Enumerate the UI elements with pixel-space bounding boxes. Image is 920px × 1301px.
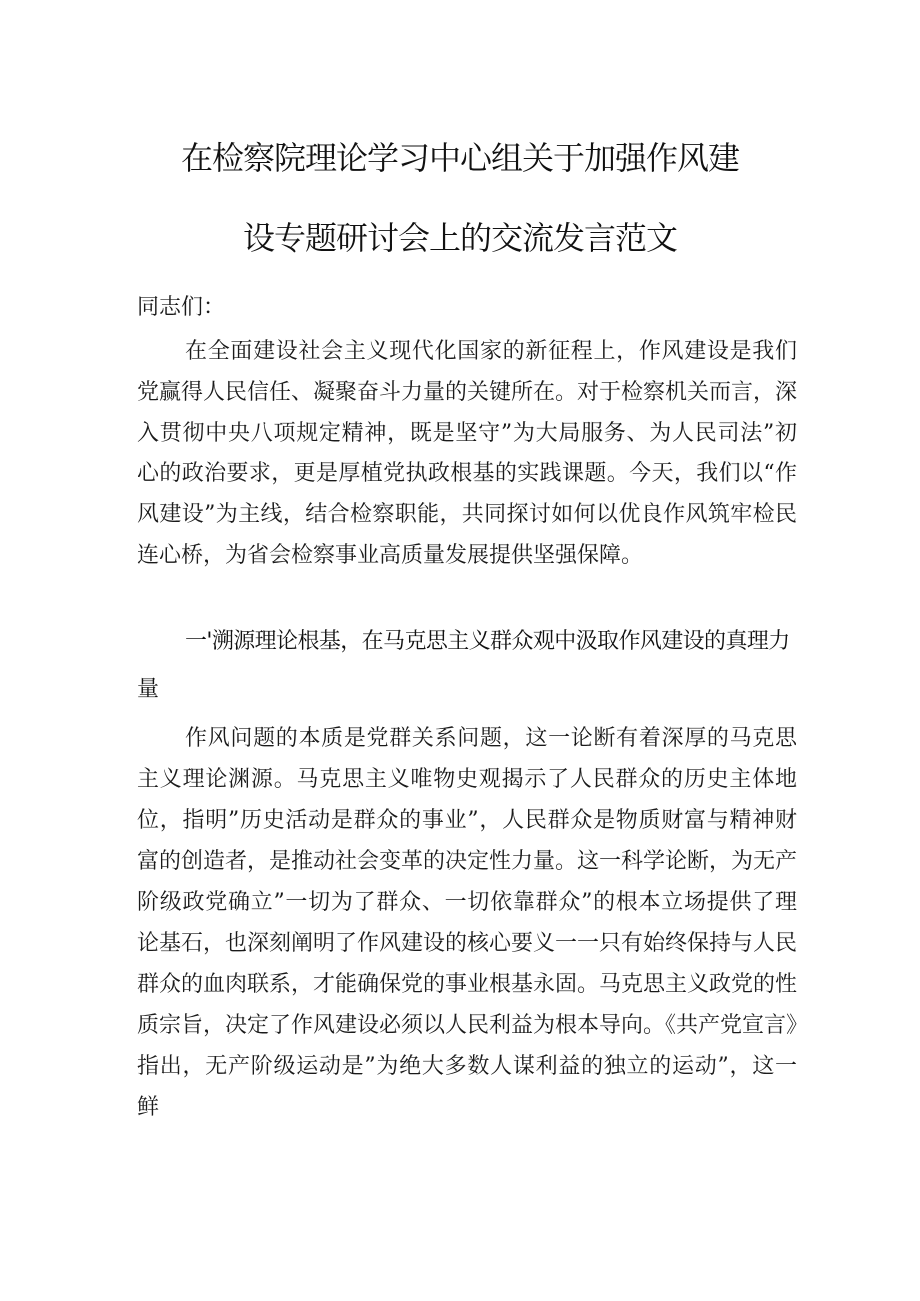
salutation: 同志们： — [137, 295, 226, 320]
section-heading: 一'溯源理论根基，在马克思主义群众观中汲取作风建设的真理力量 — [137, 629, 790, 702]
body-paragraph-section-one: 作风问题的本质是党群关系问题，这一论断有着深厚的马克思主义理论渊源。马克思主义唯物史观揭示了人民群众的历史主体地位，指明”历史活动是群众的事业”，人民群众是物质财富与精神财富的创造者，是推动社会变革的决定性力量。这一科学论断，为无产阶级政党确立”一切为了群众、一切依靠群众”的根本立场提供了理论基石，也深刻阐明了作风建设的核心要义一一只有始终保持与人民群众的血肉联系，才能确保党的事业根基永固。马克思主义政党的性质宗旨，决定了作风建设必须以人民利益为根本导向。《共产党宣言》指出，无产阶级运动是”为绝大多数人谋利益的独立的运动”，这一鲜 — [137, 726, 798, 1120]
document-title-line-1: 在检察院理论学习中心组关于加强作风建 — [180, 139, 739, 177]
document-title-line-2: 设专题研讨会上的交流发言范文 — [242, 219, 677, 257]
body-paragraph-intro: 在全面建设社会主义现代化国家的新征程上，作风建设是我们党赢得人民信任、凝聚奋斗力量的关键所在。对于检察机关而言，深入贯彻中央八项规定精神，既是坚守”为大局服务、为人民司法”初心的政治要求，更是厚植党执政根基的实践课题。今天，我们以“作风建设”为主线，结合检察职能，共同探讨如何以优良作风筑牢检民连心桥，为省会检察事业高质量发展提供坚强保障。 — [137, 339, 798, 568]
